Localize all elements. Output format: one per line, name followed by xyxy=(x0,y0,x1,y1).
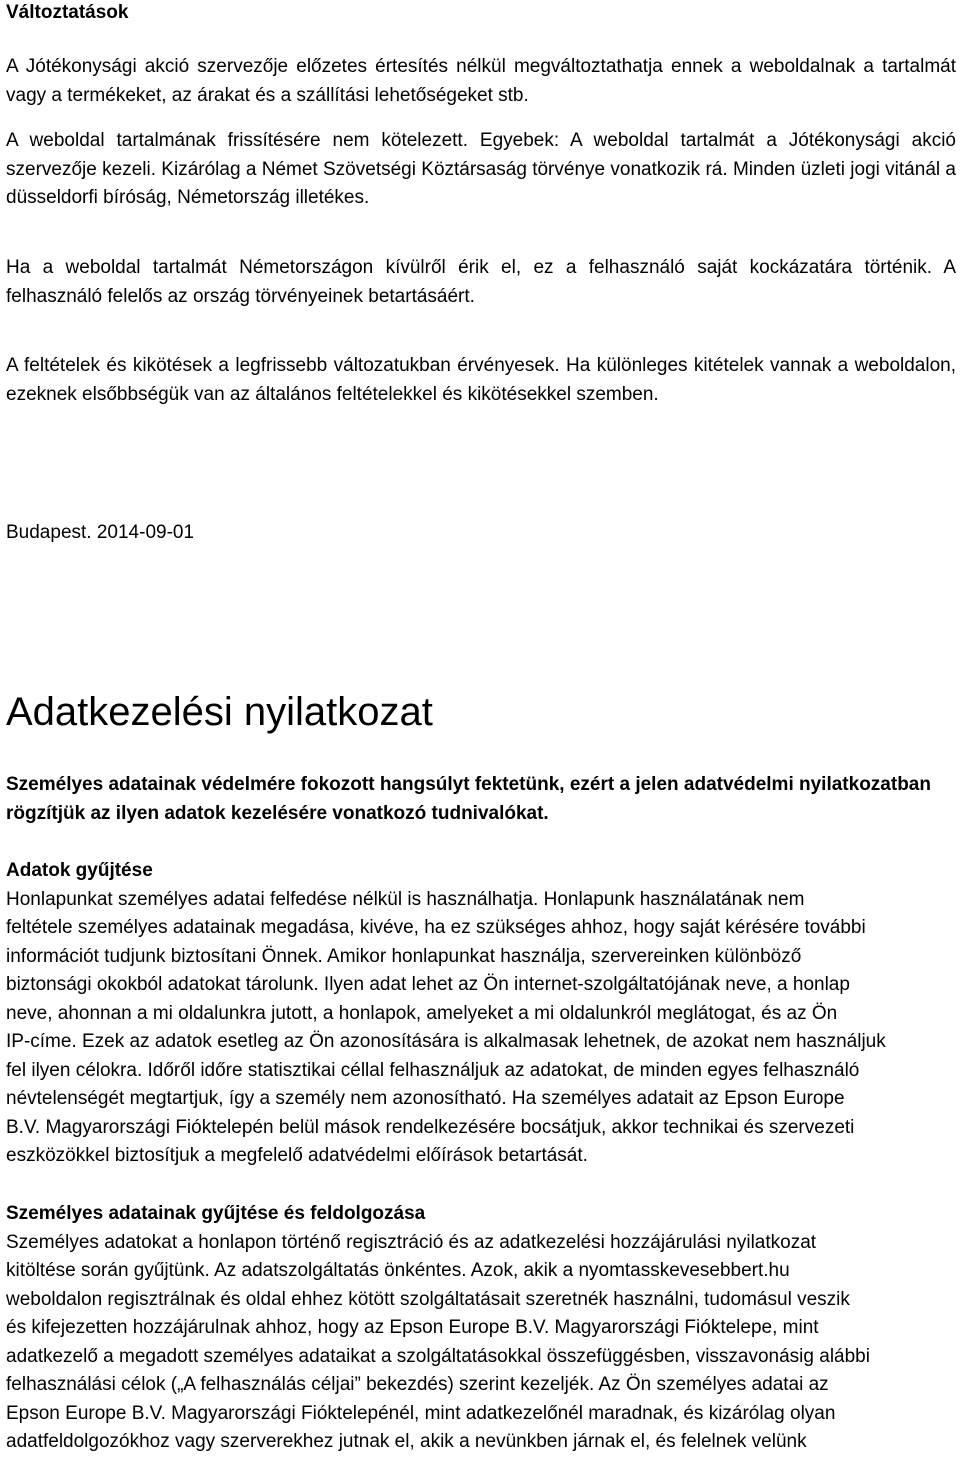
personal-data-section xyxy=(6,1200,956,1457)
changes-p1: A Jótékonysági akció szervezője előzetes értesítés nélkül megváltoztathatja ennek a weboldalnak a tartalmát vagy a termékeket, az árakat és a szállítási lehetőségeket stb. xyxy=(6,56,956,106)
data-collection-line: Honlapunkat személyes adatai felfedése nélkül is használhatja. Honlapunk használatának nem xyxy=(6,888,805,910)
changes-p2: A weboldal tartalmának frissítésére nem kötelezett. Egyebek: A weboldal tartalmát a Jótékonysági akció szervezője kezeli. Kizárólag a Német Szövetségi Köztársaság törvénye vonatkozik rá. Minden üzleti jogi vitánál a düsseldorfi bíróság, Németország illetékes. xyxy=(6,130,956,208)
data-collection-line: információt tudjunk biztosítani Önnek. Amikor honlapunkat használja, szervereinken különböző xyxy=(6,945,802,967)
personal-data-line: kitöltése során gyűjtünk. Az adatszolgáltatás önkéntes. Azok, akik a nyomtasskevesebbert.hu xyxy=(6,1260,790,1281)
data-collection-section xyxy=(6,857,956,1171)
data-collection-line: neve, ahonnan a mi oldalunkra jutott, a honlapok, amelyeket a mi oldalunkról meglátogat, és az Ön xyxy=(6,1002,838,1024)
data-collection-line: fel ilyen célokra. Időről időre statisztikai céllal felhasználjuk az adatokat, de minden egyes felhasználó xyxy=(6,1059,860,1081)
data-collection-line: biztonsági okokból adatokat tárolunk. Ilyen adat lehet az Ön internet-szolgáltatójának neve, a honlap xyxy=(6,974,850,995)
personal-data-line: Epson Europe B.V. Magyarországi Fióktelepénél, mint adatkezelőnél maradnak, és kizárólag olyan xyxy=(6,1402,836,1424)
data-collection-line: névtelenségét megtartjuk, így a személy nem azonosítható. Ha személyes adatait az Epson Europe xyxy=(6,1088,845,1109)
personal-data-line: weboldalon regisztrálnak és oldal ehhez kötött szolgáltatásait szeretnék használni, tudomásul veszik xyxy=(6,1288,850,1310)
data-collection-body xyxy=(6,886,956,1171)
privacy-intro-block xyxy=(6,771,956,828)
changes-paragraph-1 xyxy=(6,53,956,110)
privacy-title: Adatkezelési nyilatkozat xyxy=(6,690,433,734)
changes-paragraph-2 xyxy=(6,127,956,213)
data-collection-title: Adatok gyűjtése xyxy=(6,860,153,881)
changes-paragraph-3 xyxy=(6,254,956,311)
personal-data-body xyxy=(6,1229,956,1457)
personal-data-line: adatkezelő a megadott személyes adataikat a szolgáltatásokkal összefüggésben, visszavonásig alábbi xyxy=(6,1345,870,1367)
place-date-block xyxy=(6,519,956,548)
changes-section xyxy=(6,0,956,26)
changes-p4: A feltételek és kikötések a legfrissebb változatukban érvényesek. Ha különleges kitételek vannak a weboldalon, ezeknek elsőbbségük van az általános feltételekkel és kikötésekkel szemben. xyxy=(6,355,956,405)
data-collection-line: eszközökkel biztosítjuk a megfelelő adatvédelmi előírások betartását. xyxy=(6,1145,588,1166)
place-date: Budapest. 2014-09-01 xyxy=(6,522,195,543)
personal-data-line: adatfeldolgozókhoz vagy szerverekhez jutnak el, akik a nevünkben járnak el, és felelnek velünk xyxy=(6,1431,807,1452)
personal-data-line: és kifejezetten hozzájárulnak ahhoz, hogy az Epson Europe B.V. Magyarországi Fióktelepe, mint xyxy=(6,1317,819,1338)
personal-data-line: felhasználási célok („A felhasználás céljai” bekezdés) szerint kezeljék. Az Ön személyes adatai az xyxy=(6,1374,829,1395)
privacy-title-block xyxy=(6,688,956,736)
data-collection-line: IP-címe. Ezek az adatok esetleg az Ön azonosítására is alkalmasak lehetnek, de azokat nem használjuk xyxy=(6,1031,886,1052)
personal-data-title: Személyes adatainak gyűjtése és feldolgozása xyxy=(6,1203,426,1224)
changes-heading: Változtatások xyxy=(6,2,129,23)
data-collection-line: B.V. Magyarországi Fióktelepén belül mások rendelkezésére bocsátjuk, akkor technikai és szervezeti xyxy=(6,1116,855,1138)
privacy-intro: Személyes adatainak védelmére fokozott hangsúlyt fektetünk, ezért a jelen adatvédelmi nyilatkozatban rögzítjük az ilyen adatok kezelésére vonatkozó tudnivalókat. xyxy=(6,774,931,824)
changes-p3: Ha a weboldal tartalmát Németországon kívülről érik el, ez a felhasználó saját kockázatára történik. A felhasználó felelős az ország törvényeinek betartásáért. xyxy=(6,257,956,307)
personal-data-line: Személyes adatokat a honlapon történő regisztráció és az adatkezelési hozzájárulási nyilatkozat xyxy=(6,1231,817,1253)
changes-paragraph-4 xyxy=(6,352,956,409)
data-collection-line: feltétele személyes adatainak megadása, kivéve, ha ez szükséges ahhoz, hogy saját kérésére további xyxy=(6,917,866,938)
